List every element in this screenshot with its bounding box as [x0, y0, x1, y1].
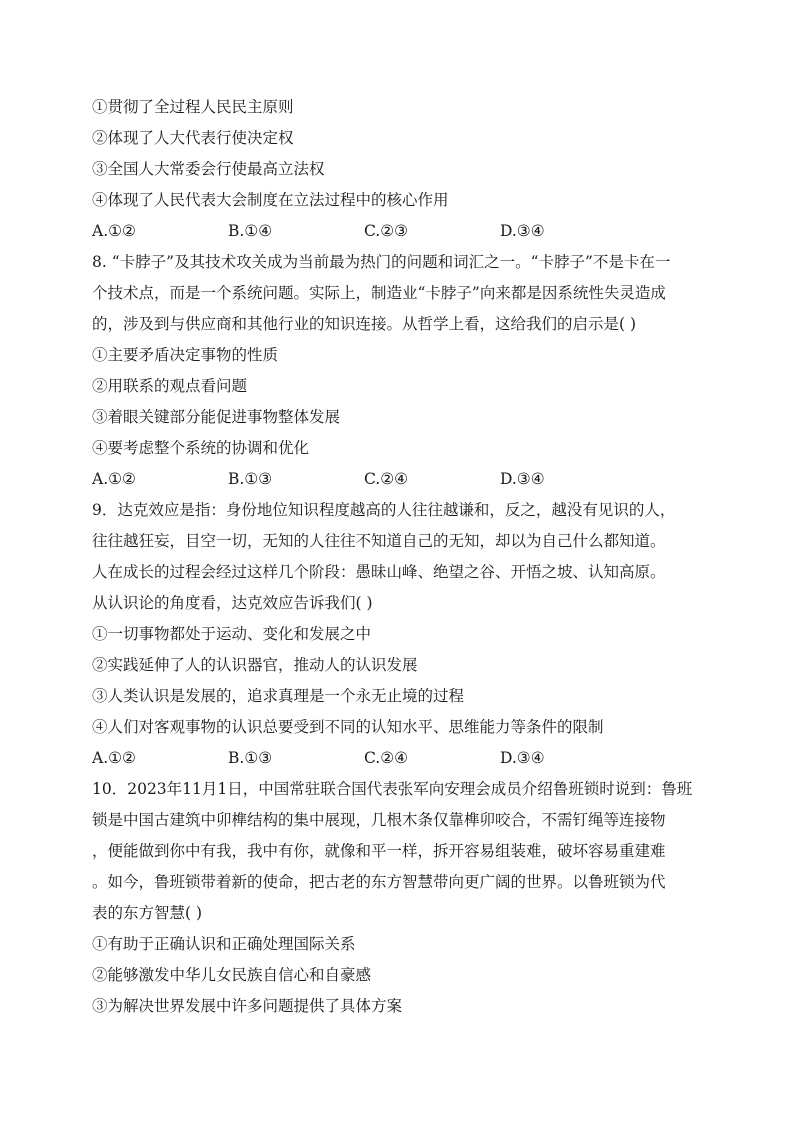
q7-option-1: ①贯彻了全过程人民民主原则: [92, 98, 294, 116]
question-10: [92, 774, 712, 1022]
q10-option-2: ②能够激发中华儿女民族自信心和自豪感: [92, 966, 372, 984]
q7-option-4: ④体现了人民代表大会制度在立法过程中的核心作用: [92, 191, 449, 209]
q10-stem-line-5: 表的东方智慧( ): [92, 904, 203, 922]
q7-option-3: ③全国人大常委会行使最高立法权: [92, 160, 325, 178]
q7-choice-c: C.②③: [364, 222, 409, 240]
q9-stem-line-3: 人在成长的过程会经过这样几个阶段：愚昧山峰、绝望之谷、开悟之坡、认知高原。: [92, 563, 666, 581]
q10-stem-line-1: 10．2023年11月1日，中国常驻联合国代表张军向安理会成员介绍鲁班锁时说到：鲁班: [92, 780, 693, 798]
q8-choice-d: D.③④: [500, 470, 545, 488]
q9-choice-d: D.③④: [500, 749, 545, 767]
q10-stem-line-2: 锁是中国古建筑中卯榫结构的集中展现，几根木条仅靠榫卯咬合，不需钉绳等连接物: [92, 811, 666, 829]
exam-page: [92, 92, 712, 1022]
q9-option-2: ②实践延伸了人的认识器官，推动人的认识发展: [92, 656, 418, 674]
q7-answer-choices: [92, 216, 712, 247]
q8-answer-choices: [92, 464, 712, 495]
q9-choice-a: A.①②: [92, 749, 136, 767]
q10-stem-line-3: ，便能做到你中有我，我中有你，就像和平一样，拆开容易组装难，破坏容易重建难: [92, 842, 666, 860]
question-7: [92, 92, 712, 247]
q10-option-1: ①有助于正确认识和正确处理国际关系: [92, 935, 356, 953]
q9-answer-choices: [92, 743, 712, 774]
q8-option-1: ①主要矛盾决定事物的性质: [92, 346, 279, 364]
q10-option-3: ③为解决世界发展中许多问题提供了具体方案: [92, 997, 403, 1015]
q8-stem-line-1: 8. “卡脖子”及其技术攻关成为当前最为热门的问题和词汇之一。“卡脖子”不是卡在一: [92, 253, 671, 271]
q8-option-4: ④要考虑整个系统的协调和优化: [92, 439, 310, 457]
q9-option-3: ③人类认识是发展的，追求真理是一个永无止境的过程: [92, 687, 465, 705]
q8-choice-a: A.①②: [92, 470, 136, 488]
q9-choice-b: B.①③: [228, 749, 273, 767]
q8-stem-line-2: 个技术点，而是一个系统问题。实际上，制造业“卡脖子”向来都是因系统性失灵造成: [92, 284, 666, 302]
q9-option-4: ④人们对客观事物的认识总要受到不同的认知水平、思维能力等条件的限制: [92, 718, 604, 736]
q8-choice-c: C.②④: [364, 470, 409, 488]
q8-option-3: ③着眼关键部分能促进事物整体发展: [92, 408, 341, 426]
q8-stem-line-3: 的，涉及到与供应商和其他行业的知识连接。从哲学上看，这给我们的启示是( ): [92, 315, 637, 333]
q10-stem-line-4: 。如今，鲁班锁带着新的使命，把古老的东方智慧带向更广阔的世界。以鲁班锁为代: [92, 873, 666, 891]
q9-stem-line-2: 往往越狂妄，目空一切，无知的人往往不知道自己的无知，却以为自己什么都知道。: [92, 532, 666, 550]
q7-choice-d: D.③④: [500, 222, 545, 240]
q9-stem-line-4: 从认识论的角度看，达克效应告诉我们( ): [92, 594, 373, 612]
q9-stem-line-1: 9．达克效应是指：身份地位知识程度越高的人往往越谦和，反之，越没有见识的人，: [92, 501, 676, 519]
q7-choice-b: B.①④: [228, 222, 273, 240]
q7-option-2: ②体现了人大代表行使决定权: [92, 129, 294, 147]
question-8: [92, 247, 712, 495]
q8-option-2: ②用联系的观点看问题: [92, 377, 248, 395]
q9-choice-c: C.②④: [364, 749, 409, 767]
question-9: [92, 495, 712, 774]
q8-choice-b: B.①③: [228, 470, 273, 488]
q9-option-1: ①一切事物都处于运动、变化和发展之中: [92, 625, 372, 643]
q7-choice-a: A.①②: [92, 222, 136, 240]
